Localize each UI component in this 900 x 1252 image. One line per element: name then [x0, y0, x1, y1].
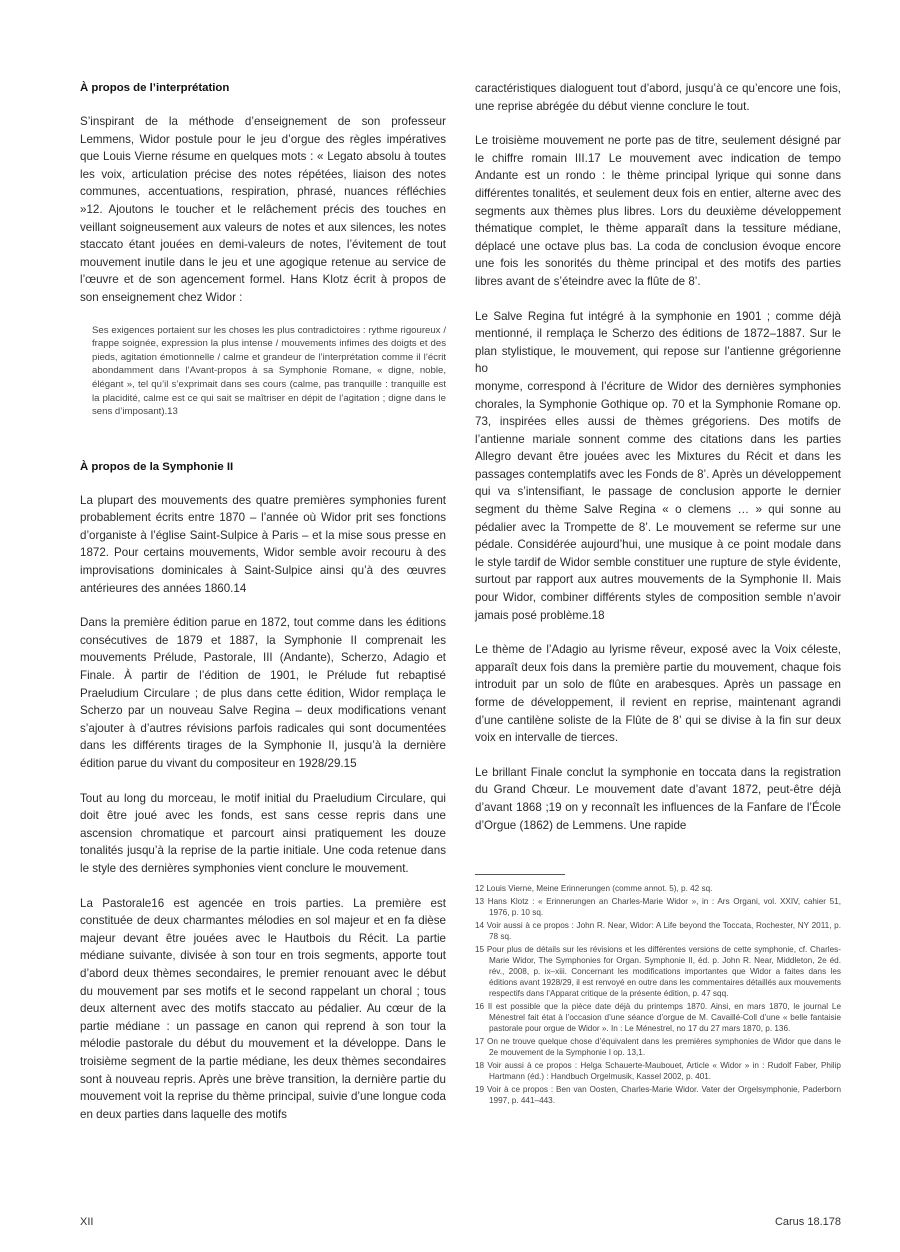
- footnote: 18 Voir aussi à ce propos : Helga Schauerte-Maubouet, Article « Widor » in : Rudolf Faber, Philip Hartmann (éd.) : Handbuch Orgelmusik, Kassel 2002, p. 401.: [475, 1061, 841, 1081]
- section-heading-symphonie-ii: À propos de la Symphonie II: [80, 460, 234, 473]
- paragraph: Dans la première édition parue en 1872, tout comme dans les éditions consécutives de 1879 et 1887, la Symphonie II comprenait les mouvements Prélude, Pastorale, III (Andante), Scherzo, Adagio et Finale. À partir de l’édition de 1901, le Prélude fut rebaptisé Praeludium Circulare ; de plus dans cette édition, Widor remplaça le Scherzo par un nouveau Salve Regina – deux modifications venant s’ajouter à d’autres révisions parfois radicales qui sont documentées dans les différents tirages de la Symphonie II, jusqu’à la dernière édition parue du vivant du compositeur en 1928/29.15: [80, 616, 446, 770]
- paragraph: caractéristiques dialoguent tout d’abord, jusqu’à ce qu’encore une fois, une reprise abrégée du début vienne conclure le tout.: [475, 82, 841, 113]
- block-quote: Ses exigences portaient sur les choses les plus contradictoires : rythme rigoureux / frappe soignée, expression la plus intense / mouvements infimes des doigts et des pieds, agitation émotionnelle / calme et grandeur de l’interprétation comme il l’écrit abondamment dans l’Avant-propos à sa Symphonie Romane, « digne, noble, élégant », tel qu’il s’exprimait dans ses cours (calme, pas tranquille : tranquille est la placidité, calme est ce qui sait se maîtriser en dépit de l’agitation ; digne dans le sens d’imposant).13: [92, 324, 446, 418]
- section-heading-interpretation: À propos de l’interprétation: [80, 82, 230, 94]
- footnote: 13 Hans Klotz : « Erinnerungen an Charles-Marie Widor », in : Ars Organi, vol. XXIV, cahier 51, 1976, p. 10 sq.: [475, 897, 841, 917]
- page-number: XII: [80, 1216, 94, 1228]
- publisher-reference: Carus 18.178: [774, 1216, 841, 1228]
- paragraph: La Pastorale16 est agencée en trois parties. La première est constituée de deux charmantes mélodies en sol majeur et en fa dièse majeur devant être jouées avec le Hautbois du Récit. La partie médiane suivante, divisée à son tour en trois segments, apporte tout d’abord deux thèmes secondaires, le premier renouant avec le début du mouvement par ses motifs et le second rappelant un choral ; tous deux alternent avec des motifs staccato au pédalier. Au cœur de la partie médiane : un passage en canon qui reprend à son tour la mélodie pastorale du début du mouvement et la développe. Dans le troisième segment de la partie médiane, les deux thèmes secondaires sont à nouveau repris. Après une brève transition, la dernière partie du mouvement voit la reprise du thème principal, suivie d’une longue coda en deux parties dans laquelle des motifs: [80, 896, 446, 1121]
- paragraph: Tout au long du morceau, le motif initial du Praeludium Circulare, qui doit être joué avec les fonds, est sans cesse repris dans une ascension chromatique et parcourt ainsi pratiquement les douze tonalités jusqu’à la reprise de la partie initiale. Une coda retenue dans le style des dernières symphonies vient conclure le mouvement.: [80, 791, 446, 875]
- footnote: 14 Voir aussi à ce propos : John R. Near, Widor: A Life beyond the Toccata, Rochester, NY 2011, p. 78 sq.: [475, 921, 841, 941]
- right-column: [475, 80, 841, 834]
- footnote: 12 Louis Vierne, Meine Erinnerungen (comme annot. 5), p. 42 sq.: [475, 884, 713, 893]
- paragraph: Le Salve Regina fut intégré à la symphonie en 1901 ; comme déjà mentionné, il remplaça le Scherzo des éditions de 1872–1887. Sur le plan stylistique, le mouvement, qui repose sur l’antienne grégorienne ho: [475, 309, 841, 376]
- left-column: [80, 80, 446, 1123]
- paragraph: S’inspirant de la méthode d’enseignement de son professeur Lemmens, Widor postule pour le jeu d’orgue des règles impératives que Louis Vierne résume en quelques mots : « Legato absolu à toutes les voix, articulation précise des notes répétées, liaison des notes communes, accentuations, respiration, phrasé, nuances réfléchies »12. Ajoutons le toucher et le relâchement précis des touches en veillant soigneusement aux valeurs de notes et aux silences, les notes staccato étant jouées en demi-valeurs de notes, l’évitement de tout mouvement inutile dans le jeu et une agogique retenue au service de l’œuvre et de son agencement formel. Hans Klotz écrit à propos de son enseignement chez Widor :: [80, 115, 446, 304]
- paragraph: Le troisième mouvement ne porte pas de titre, seulement désigné par le chiffre romain III.17 Le mouvement avec indication de tempo Andante est un rondo : le thème principal lyrique qui sonne dans différentes tonalités, et seulement deux fois en entier, alterne avec des segments aux thèmes plus libres. Lors du deuxième développement thématique complet, le thème apparaît dans la tessiture médiane, déplacé une octave plus bas. La coda de conclusion évoque encore une fois les sonorités du thème principal et des motifs des parties libres avant de s’éteindre avec la flûte de 8’.: [475, 134, 841, 288]
- paragraph: Le thème de l’Adagio au lyrisme rêveur, exposé avec la Voix céleste, apparaît deux fois dans la première partie du mouvement, chaque fois introduit par un solo de flûte en arabesques. Après un passage en forme de développement, il revient en reprise, maintenant agrandi d’une cantilène soliste de la Flûte de 8’ qui se divise à la fin sur deux voix en intervalle de tierces.: [475, 643, 841, 745]
- paragraph: monyme, correspond à l’écriture de Widor des dernières symphonies chorales, la Symphonie Gothique op. 70 et la Symphonie Romane op. 73, inspirées elles aussi de thèmes grégoriens. Des motifs de l’antienne mariale sonnent comme des citations dans les parties Allegro devant être jouées avec les Mixtures du Récit et dans les passages contemplatifs avec les Fonds de 8’. Après un développement qui va s’intensifiant, le passage de conclusion apporte le dernier segment du thème Salve Regina « o clemens … » qui sonne au pédalier avec la Trompette de 8’. Le mouvement se referme sur une pédale. Considérée aujourd’hui, une musique à ce point modale dans le style tardif de Widor semble constituer une rupture de style évidente, surtout par rapport aux autres mouvements de la Symphonie II. Mais pour Widor, combiner différents styles de composition semble n’avoir jamais posé problème.18: [475, 379, 841, 622]
- paragraph: La plupart des mouvements des quatre premières symphonies furent probablement écrits entre 1870 – l’année où Widor prit ses fonctions d’organiste à l’église Saint-Sulpice à Paris – et la mise sous presse en 1872. Pour certains mouvements, Widor semble avoir recouru à des improvisations dominicales à Saint-Sulpice ainsi qu’à des œuvres antérieures des années 1860.14: [80, 493, 446, 595]
- footnote: 19 Voir à ce propos : Ben van Oosten, Charles-Marie Widor. Vater der Orgelsymphonie, Paderborn 1997, p. 441–443.: [475, 1085, 841, 1105]
- paragraph: Le brillant Finale conclut la symphonie en toccata dans la registration du Grand Chœur. Le mouvement date d’avant 1872, peut-être déjà d’avant 1868 ;19 on y reconnaît les influences de la Fanfare de l’École d’Orgue (1862) de Lemmens. Une rapide: [475, 765, 841, 832]
- footnote: 17 On ne trouve quelque chose d’équivalent dans les premières symphonies de Widor que dans le 2e mouvement de la Symphonie I op. 13,1.: [475, 1037, 841, 1057]
- footnote: 16 Il est possible que la pièce date déjà du printemps 1870. Ainsi, en mars 1870, le journal Le Ménestrel fait état à l’occasion d’une séance d’orgue de M. Cavaillé-Coll d’une « belle fantaisie pastorale pour orgue de Widor ». In : Le Ménestrel, no 17 du 27 mars 1870, p. 136.: [475, 1002, 841, 1033]
- footnote-rule: [475, 874, 565, 875]
- footnotes: [475, 874, 841, 1108]
- footnote: 15 Pour plus de détails sur les révisions et les différentes versions de cette symphonie, cf. Charles-Marie Widor, The Symphonies for Organ. Symphonie II, éd. p. John R. Near, Middleton, 2e éd. rév., 2008, p. ix–xiii. Concernant les modifications importantes que Widor a faites dans les éditions avant 1928/29, il est renvoyé en outre dans les commentaires détaillés aux mouvements respectifs dans l’Apparat critique de la présente édition, p. 47 sqq.: [475, 945, 841, 998]
